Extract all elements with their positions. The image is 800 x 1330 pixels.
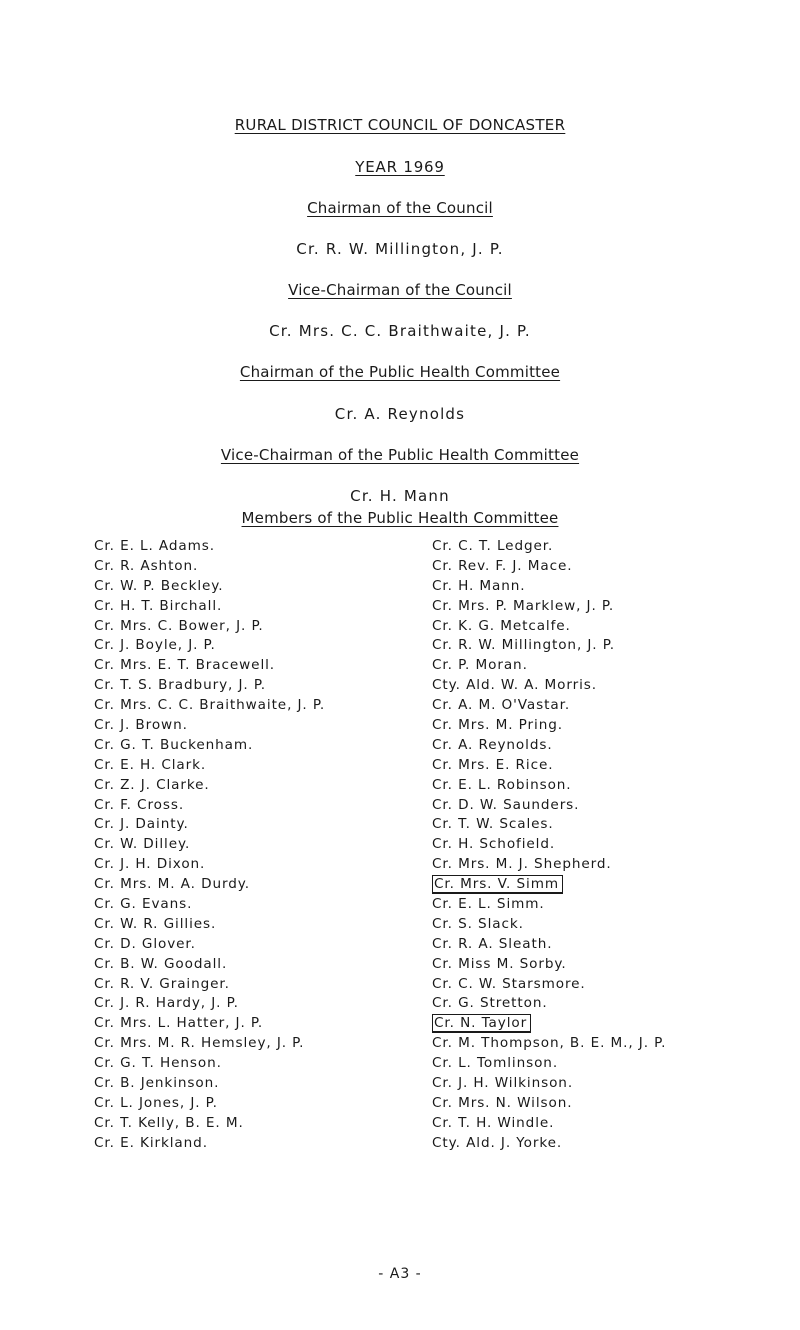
- member-entry: Cr. B. Jenkinson.: [94, 1075, 220, 1092]
- member-entry: Cr. W. R. Gillies.: [94, 915, 217, 932]
- member-entry: Cr. B. W. Goodall.: [94, 955, 228, 972]
- member-entry: Cr. Mrs. P. Marklew, J. P.: [432, 597, 615, 614]
- member-entry: Cr. D. Glover.: [94, 935, 196, 952]
- member-entry: Cr. Mrs. M. J. Shepherd.: [432, 856, 612, 873]
- vice-chairman-name: Cr. Mrs. C. C. Braithwaite, J. P.: [269, 322, 531, 340]
- member-entry: Cr. Mrs. E. Rice.: [432, 756, 554, 773]
- member-entry: Cr. E. H. Clark.: [94, 756, 207, 773]
- member-entry: Cr. R. W. Millington, J. P.: [432, 637, 615, 654]
- member-entry: Cr. S. Slack.: [432, 915, 524, 932]
- member-entry: Cr. R. Ashton.: [94, 557, 199, 574]
- member-entry: Cr. E. L. Adams.: [94, 538, 215, 554]
- member-entry: Cr. A. Reynolds.: [432, 736, 553, 753]
- member-entry: Cr. W. P. Beckley.: [94, 577, 224, 594]
- member-entry: Cr. J. Dainty.: [94, 816, 189, 833]
- member-entry: Cr. Mrs. E. T. Bracewell.: [94, 657, 276, 674]
- member-entry: Cr. A. M. O'Vastar.: [432, 697, 571, 714]
- member-entry: Cty. Ald. J. Yorke.: [432, 1134, 563, 1151]
- member-entry: Cr. Z. J. Clarke.: [94, 776, 210, 793]
- chairman-heading: Chairman of the Council: [307, 199, 493, 217]
- member-entry: Cr. H. Mann.: [432, 577, 526, 594]
- member-entry: Cr. T. H. Windle.: [432, 1114, 555, 1131]
- chairman-name: Cr. R. W. Millington, J. P.: [296, 240, 504, 258]
- member-entry: Cr. H. T. Birchall.: [94, 597, 223, 614]
- member-entry: Cr. G. T. Henson.: [94, 1055, 222, 1072]
- member-entry: Cr. R. A. Sleath.: [432, 935, 553, 952]
- member-entry: Cr. W. Dilley.: [94, 836, 191, 853]
- member-entry: Cr. J. H. Wilkinson.: [432, 1075, 574, 1092]
- member-entry-boxed: [432, 875, 666, 895]
- member-entry: Cr. G. Evans.: [94, 896, 193, 913]
- member-entry: Cr. D. W. Saunders.: [432, 796, 580, 813]
- member-entry: Cr. Mrs. C. C. Braithwaite, J. P.: [94, 697, 326, 714]
- member-entry: Cr. Miss M. Sorby.: [432, 955, 567, 972]
- member-entry: Cr. G. Stretton.: [432, 995, 548, 1012]
- member-entry: Cr. M. Thompson, B. E. M., J. P.: [432, 1035, 667, 1052]
- member-entry: Cr. J. H. Dixon.: [94, 856, 206, 873]
- member-entry: Cr. J. R. Hardy, J. P.: [94, 995, 239, 1012]
- page-number: - A3 -: [378, 1266, 422, 1282]
- member-entry-boxed: [432, 1014, 666, 1034]
- member-entry: Cr. Mrs. M. Pring.: [432, 717, 563, 734]
- member-entry: Cr. L. Tomlinson.: [432, 1055, 559, 1072]
- member-entry: Cr. P. Moran.: [432, 657, 528, 674]
- member-entry: Cr. T. S. Bradbury, J. P.: [94, 677, 267, 694]
- member-entry: Cr. F. Cross.: [94, 796, 185, 813]
- member-entry: Cr. K. G. Metcalfe.: [432, 617, 571, 634]
- member-entry: Cr. C. W. Starsmore.: [432, 975, 586, 992]
- ph-chairman-name: Cr. A. Reynolds: [334, 405, 466, 423]
- member-entry: Cr. E. Kirkland.: [94, 1134, 208, 1151]
- vice-chairman-heading: Vice-Chairman of the Council: [288, 281, 512, 299]
- member-entry: Cr. E. L. Robinson.: [432, 776, 572, 793]
- members-heading: Members of the Public Health Committee: [241, 509, 559, 527]
- document-title: RURAL DISTRICT COUNCIL OF DONCASTER: [234, 116, 566, 134]
- member-entry: Cr. Mrs. C. Bower, J. P.: [94, 617, 264, 634]
- member-entry-boxed-text: Cr. N. Taylor: [432, 1014, 531, 1033]
- member-entry: Cr. Rev. F. J. Mace.: [432, 557, 573, 574]
- member-entry: Cr. E. L. Simm.: [432, 896, 545, 913]
- member-entry: Cr. Mrs. M. A. Durdy.: [94, 876, 250, 893]
- member-entry: Cr. Mrs. M. R. Hemsley, J. P.: [94, 1035, 305, 1052]
- member-entry: Cr. H. Schofield.: [432, 836, 556, 853]
- member-entry: Cr. C. T. Ledger.: [432, 538, 554, 554]
- member-entry-boxed-text: Cr. Mrs. V. Simm: [432, 875, 563, 894]
- member-entry: Cty. Ald. W. A. Morris.: [432, 677, 598, 694]
- members-list-right: [432, 537, 666, 1154]
- member-entry: Cr. J. Brown.: [94, 717, 188, 734]
- ph-vice-chairman-heading: Vice-Chairman of the Public Health Committee: [220, 446, 580, 464]
- member-entry: Cr. T. Kelly, B. E. M.: [94, 1114, 244, 1131]
- member-entry: Cr. L. Jones, J. P.: [94, 1094, 218, 1111]
- member-entry: Cr. R. V. Grainger.: [94, 975, 230, 992]
- member-entry: Cr. G. T. Buckenham.: [94, 736, 254, 753]
- ph-chairman-heading: Chairman of the Public Health Committee: [239, 363, 561, 381]
- member-entry: Cr. J. Boyle, J. P.: [94, 637, 216, 654]
- ph-vice-chairman-name: Cr. H. Mann: [350, 487, 450, 505]
- members-list-left: [94, 537, 325, 1154]
- year-heading: [0, 158, 800, 176]
- year-label: YEAR 1969: [355, 158, 445, 176]
- member-entry: Cr. T. W. Scales.: [432, 816, 554, 833]
- member-entry: Cr. Mrs. N. Wilson.: [432, 1094, 573, 1111]
- member-entry: Cr. Mrs. L. Hatter, J. P.: [94, 1015, 264, 1032]
